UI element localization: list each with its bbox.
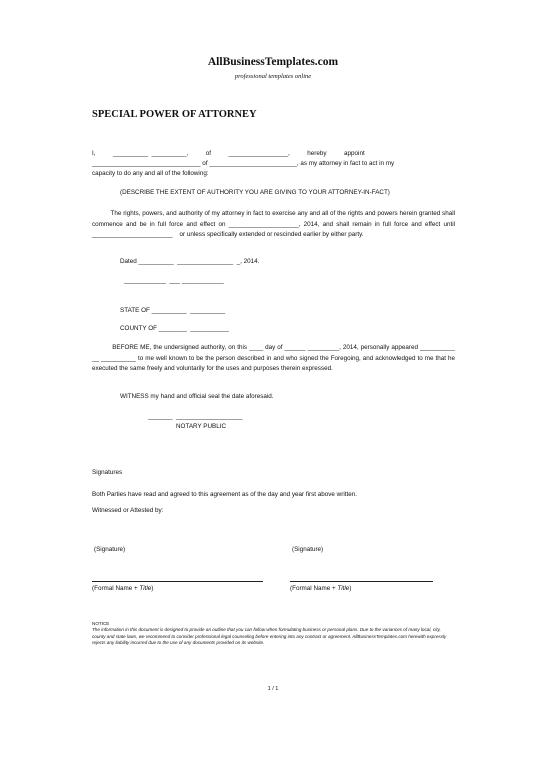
- signature-blank: ____________ ___ ____________: [124, 277, 224, 284]
- signature-label-left: (Signature): [94, 546, 126, 553]
- appoint-line-1: I, __________ __________, of _________________, hereby appoint: [92, 150, 365, 157]
- rights-paragraph: The rights, powers, and authority of my attorney in fact to exercise any and all of the rights and powers herein granted shall commence and be in full force and effect on ____________________, 2014, and shall remain in full force and effect until _______________________ or unless specifically extended or rescinded earlier by either party.: [92, 210, 457, 238]
- county-line: COUNTY OF ________ ___________: [120, 325, 229, 332]
- page-number: 1 / 1: [267, 686, 279, 692]
- dated-line: Dated __________ ________________ _, 2014.: [120, 258, 260, 265]
- agreement-line: Both Parties have read and agreed to this agreement as of the day and year first above written.: [92, 491, 357, 498]
- state-line: STATE OF __________ __________: [120, 307, 226, 314]
- site-brand: AllBusinessTemplates.com: [207, 56, 339, 68]
- formal-name-right: (Formal Name + Title): [290, 585, 352, 592]
- signatures-heading: Signatures: [92, 469, 123, 476]
- notice-text: The information in this document is designed to provide an outline that you can follow when formulating business or personal plans. Due to the variances of many local, city, county and state laws, we recommend to consider professional legal counseling before entering into any contract or agreement. AllBusinessTemplates.com herewith expressly rejects any liability incurred due to the use of any documents provided on its website.: [92, 627, 447, 646]
- document-title: SPECIAL POWER OF ATTORNEY: [92, 109, 257, 120]
- witness-line: WITNESS my hand and official seal the date aforesaid.: [120, 393, 274, 400]
- notice-heading: NOTICE: [92, 621, 110, 626]
- site-tagline: professional templates online: [234, 73, 312, 80]
- witnessed-line: Witnessed or Attested by:: [92, 507, 164, 514]
- signature-label-right: (Signature): [292, 546, 324, 553]
- authority-description: (DESCRIBE THE EXTENT OF AUTHORITY YOU ARE GIVING TO YOUR ATTORNEY-IN-FACT): [120, 189, 390, 196]
- notary-label: NOTARY PUBLIC: [176, 423, 227, 430]
- signature-rule-left: [92, 581, 263, 582]
- appoint-line-3: capacity to do any and all of the following:: [92, 170, 209, 177]
- appoint-line-2: _______________________________ of _________________________, as my attorney in fact to act in my: [92, 160, 395, 167]
- signature-rule-right: [290, 581, 433, 582]
- legal-notice: [92, 621, 455, 647]
- notary-signature-blank: _______ ___________________: [148, 413, 243, 420]
- before-me-paragraph: BEFORE ME, the undersigned authority, on this ____ day of ______ _________, 2014, personally appeared __________ __ __________ to me well known to be the person described in and who signed the Foregoing, and acknowledged to me that he executed the same freely and voluntarily for the uses and purposes therein expressed.: [92, 344, 457, 372]
- formal-name-left: (Formal Name + Title): [92, 585, 154, 592]
